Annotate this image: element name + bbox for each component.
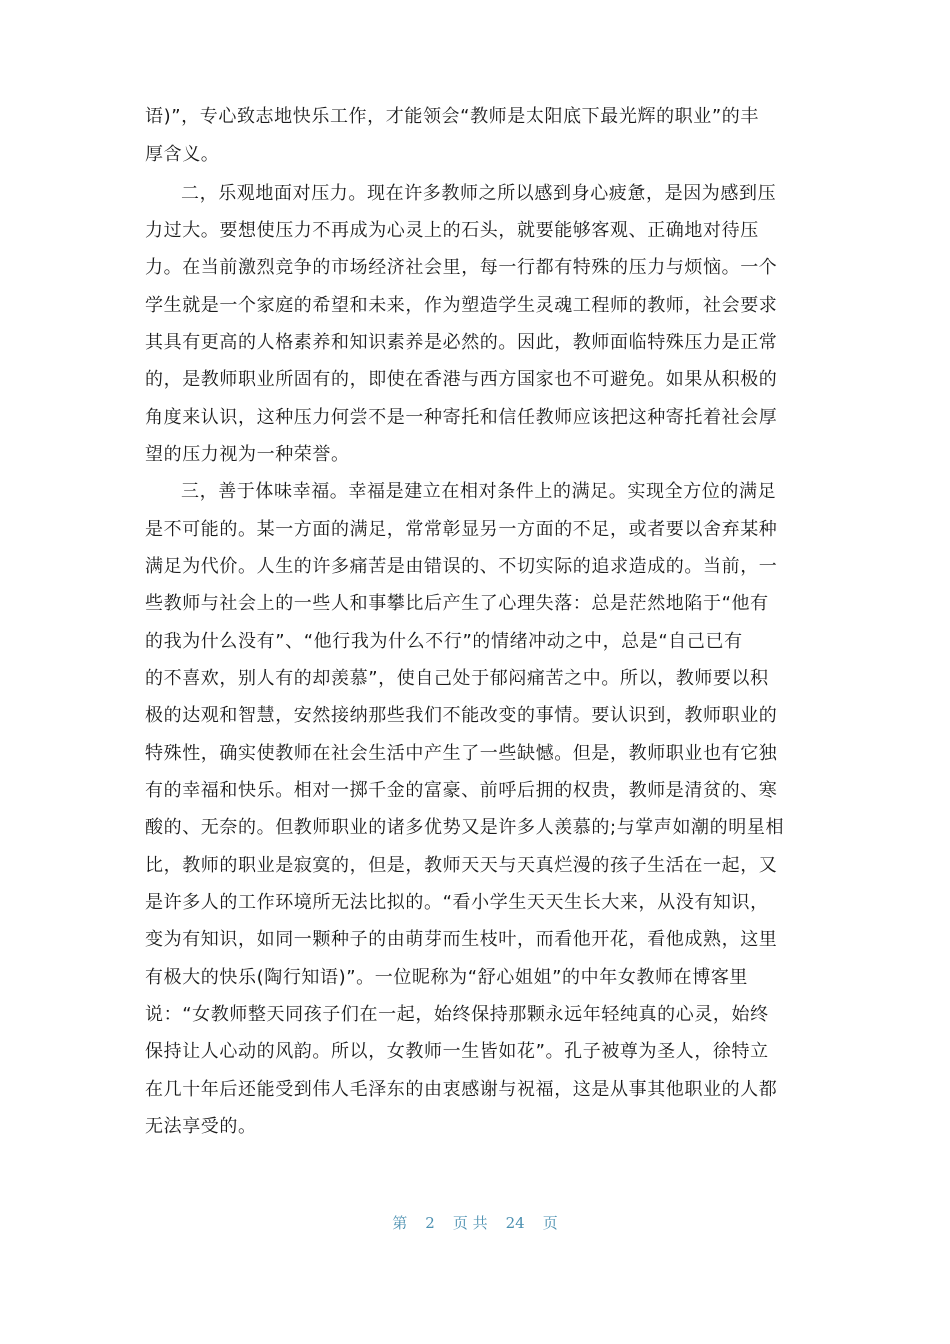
text-line: 变为有知识，如同一颗种子的由萌芽而生枝叶，而看他开花，看他成熟，这里 — [145, 929, 778, 950]
page-footer — [0, 1212, 950, 1233]
text-line: 语)”，专心致志地快乐工作，才能领会“教师是太阳底下最光辉的职业”的丰 — [145, 106, 759, 127]
text-line: 特殊性，确实使教师在社会生活中产生了一些缺憾。但是，教师职业也有它独 — [145, 743, 778, 764]
text-line: 保持让人心动的风韵。所以，女教师一生皆如花”。孔子被尊为圣人，徐特立 — [145, 1041, 769, 1062]
footer-word-ye-gong: 页 共 — [452, 1214, 488, 1232]
current-page-number: 2 — [425, 1214, 435, 1232]
text-line: 望的压力视为一种荣誉。 — [145, 444, 350, 465]
text-line: 无法享受的。 — [145, 1116, 257, 1137]
text-line: 有极大的快乐(陶行知语)”。一位昵称为“舒心姐姐”的中年女教师在博客里 — [145, 967, 749, 988]
text-line: 学生就是一个家庭的希望和未来，作为塑造学生灵魂工程师的教师，社会要求 — [145, 295, 778, 316]
text-line: 三，善于体味幸福。幸福是建立在相对条件上的满足。实现全方位的满足 — [181, 481, 777, 502]
total-pages-number: 24 — [505, 1214, 525, 1232]
text-line: 的，是教师职业所固有的，即使在香港与西方国家也不可避免。如果从积极的 — [145, 369, 778, 390]
text-line: 有的幸福和快乐。相对一掷千金的富豪、前呼后拥的权贵，教师是清贫的、寒 — [145, 780, 778, 801]
text-line: 满足为代价。人生的许多痛苦是由错误的、不切实际的追求造成的。当前，一 — [145, 556, 778, 577]
text-line: 在几十年后还能受到伟人毛泽东的由衷感谢与祝福，这是从事其他职业的人都 — [145, 1079, 778, 1100]
text-line: 力过大。要想使压力不再成为心灵上的石头，就要能够客观、正确地对待压 — [145, 220, 759, 241]
text-line: 角度来认识，这种压力何尝不是一种寄托和信任教师应该把这种寄托着社会厚 — [145, 407, 778, 428]
text-line: 的不喜欢，别人有的却羡慕”，使自己处于郁闷痛苦之中。所以，教师要以积 — [145, 668, 769, 689]
text-line: 力。在当前激烈竞争的市场经济社会里，每一行都有特殊的压力与烦恼。一个 — [145, 257, 778, 278]
text-line: 是不可能的。某一方面的满足，常常彰显另一方面的不足，或者要以舍弃某种 — [145, 519, 778, 540]
text-line: 些教师与社会上的一些人和事攀比后产生了心理失落：总是茫然地陷于“他有 — [145, 593, 769, 614]
footer-word-ye: 页 — [542, 1214, 558, 1232]
footer-word-di: 第 — [392, 1214, 408, 1232]
text-line: 说：“女教师整天同孩子们在一起，始终保持那颗永远年轻纯真的心灵，始终 — [145, 1004, 769, 1025]
text-line: 极的达观和智慧，安然接纳那些我们不能改变的事情。要认识到，教师职业的 — [145, 705, 778, 726]
text-line: 是许多人的工作环境所无法比拟的。“看小学生天天生长大来，从没有知识， — [145, 892, 769, 913]
text-line: 的我为什么没有”、“他行我为什么不行”的情绪冲动之中，总是“自己已有 — [145, 631, 743, 652]
text-line: 其具有更高的人格素养和知识素养是必然的。因此，教师面临特殊压力是正常 — [145, 332, 778, 353]
text-line: 比，教师的职业是寂寞的，但是，教师天天与天真烂漫的孩子生活在一起，又 — [145, 855, 778, 876]
text-line: 酸的、无奈的。但教师职业的诸多优势又是许多人羡慕的;与掌声如潮的明星相 — [145, 817, 785, 838]
text-line: 厚含义。 — [145, 144, 220, 165]
text-line: 二，乐观地面对压力。现在许多教师之所以感到身心疲惫，是因为感到压 — [181, 183, 777, 204]
